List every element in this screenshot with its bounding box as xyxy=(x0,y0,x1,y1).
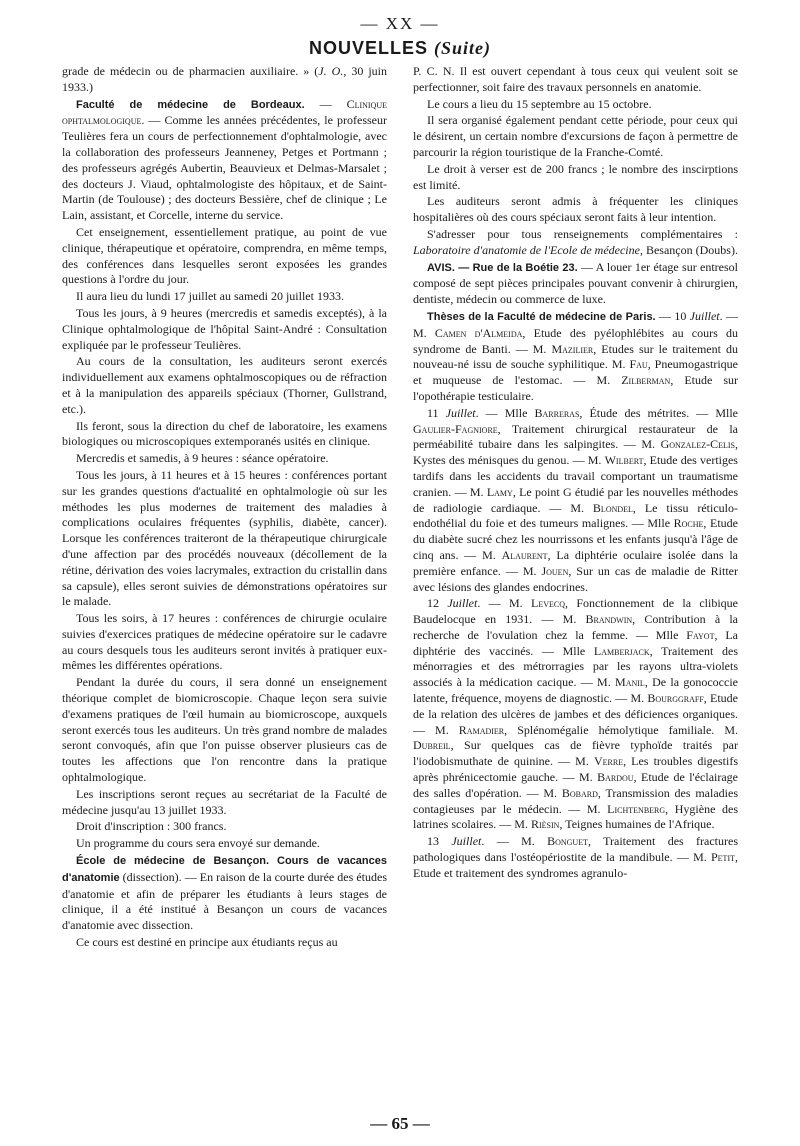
text-run: , Les troubles digestifs après phrénicectomie gauche. — M. xyxy=(413,754,738,785)
paragraph xyxy=(62,289,387,305)
author-name: Fayot xyxy=(686,627,715,642)
author-name: Clinique ophtalmologique xyxy=(62,96,387,128)
paragraph xyxy=(62,819,387,835)
text-run: — xyxy=(304,96,347,111)
author-name: Roche xyxy=(673,516,704,531)
text-run: , Hygiène des latrines scolaires. — M. xyxy=(413,801,738,832)
right-column xyxy=(413,64,738,1084)
section-title-main: NOUVELLES xyxy=(308,38,428,58)
text-run: Mercredis et samedis, à 9 heures : séance opératoire. xyxy=(76,451,329,466)
paragraph xyxy=(62,419,387,451)
page-number: — 65 — xyxy=(370,1114,430,1133)
paragraph xyxy=(413,834,738,881)
author-name: Bardou xyxy=(597,770,634,785)
paragraph xyxy=(413,113,738,160)
paragraph xyxy=(413,309,738,405)
paragraph xyxy=(413,97,738,113)
text-run: , Splénomégalie hémolytique familiale. M. xyxy=(504,722,738,737)
paragraph xyxy=(413,260,738,308)
bold-heading: École de médecine de Besançon. Cours de vacances d'anatomie xyxy=(62,855,387,884)
text-run: , Kystes des ménisques du genou. — M. xyxy=(413,437,738,468)
text-run: , 30 juin 1933.) xyxy=(62,64,387,94)
text-run: . — Mlle xyxy=(475,405,535,420)
author-name: Lamberjack xyxy=(593,643,650,658)
paragraph xyxy=(62,64,387,96)
text-run: Un programme du cours sera envoyé sur demande. xyxy=(76,836,320,851)
text-run: , Sur quelques cas de fièvre typhoïde traités par l'iodobismuthate de quinine. — M. xyxy=(413,738,738,769)
author-name: Bourggraff xyxy=(647,691,704,706)
author-name: Lamy xyxy=(486,484,513,499)
paragraph xyxy=(62,675,387,786)
text-run: 13 xyxy=(427,834,452,849)
author-name: Bonguet xyxy=(547,834,588,849)
paragraph xyxy=(62,853,387,934)
text-run: , Besançon (Doubs). xyxy=(639,242,738,257)
roman-page-header: — XX — xyxy=(360,14,440,33)
text-run: Les inscriptions seront reçues au secrétariat de la Faculté de médecine jusqu'au 13 juillet 1933. xyxy=(62,786,387,817)
text-run: . — Comme les années précédentes, le professeur Teulières fera un cours de perfectionnement d'ophtalmologie, avec la collaboration des professeurs Jeanneney, Petges et Portmann ; des professeurs agrégés Aubertin, Beauvieux et Delmas-Marsalet ; des docteurs J. Viaud, ophtalmologiste des hôpitaux, et de Saint-Martin (de Toulouse) ; des docteurs Bessière, chef de clinique ; Le Lain, assistant, et Corcelle, interne du service. xyxy=(62,113,387,223)
text-run: P. C. N. Il est ouvert cependant à tous ceux qui veulent soit se perfectionner, soit faire des travaux personnels en anatomie. xyxy=(413,64,738,94)
author-name: Zilberman xyxy=(621,373,671,388)
paragraph xyxy=(413,227,738,259)
text-run: , Étude des métrites. — Mlle xyxy=(579,405,738,420)
author-name: Wilbert xyxy=(604,453,644,468)
author-name: Blondel xyxy=(592,500,633,515)
text-run: — 10 xyxy=(655,308,690,323)
text-run: Il sera organisé également pendant cette période, pour ceux qui le désirent, un certain nombre d'excursions de façon à permettre de parcourir la région touristique de la Franche-Comté. xyxy=(413,113,738,159)
paragraph xyxy=(62,787,387,819)
text-run: S'adresser pour tous renseignements complémentaires : xyxy=(427,226,738,241)
text-run: , Traitement des ménorragies et des métrorragies par les rayons ultra-violets associés à la médication cacique. — M. xyxy=(413,643,738,690)
paragraph xyxy=(62,611,387,674)
text-run: (dissection). — En raison de la courte durée des études d'anatomie et afin de préparer les étudiants à leurs stages de clinique, il a été institué à Besançon un cours de vacances d'anatomie avec dissection. xyxy=(62,869,387,933)
paragraph xyxy=(62,451,387,467)
author-name: Jouen xyxy=(541,563,569,578)
text-run: Le cours a lieu du 15 septembre au 15 octobre. xyxy=(427,96,652,111)
text-run: , Le tissu réticulo-endothélial du foie et des tumeurs malignes. — Mlle xyxy=(413,500,738,531)
paragraph xyxy=(62,836,387,852)
author-name: Fau xyxy=(629,357,648,372)
text-run: Droit d'inscription : 300 francs. xyxy=(76,819,227,834)
text-run: , Etude du diabète sucré chez les nourrissons et les enfants jusqu'à l'âge de cinq ans. — M. xyxy=(413,516,738,562)
text-run: , Etude de la relation des ulcères de jambes et des déficiences organiques. — M. xyxy=(413,691,738,737)
author-name: Ramadier xyxy=(458,722,505,737)
text-run: Juillet xyxy=(689,308,720,323)
text-run: grade de médecin ou de pharmacien auxiliaire. » ( xyxy=(62,64,319,78)
author-name: Bobard xyxy=(561,785,598,800)
text-run: , Etude des vertiges tardifs dans les accidents du travail comportant un traumatisme cranien. — M. xyxy=(413,453,738,499)
text-run: , Etude sur l'opothérapie testiculaire. xyxy=(413,373,738,403)
text-run: , Etude des pyélophlébites au cours du syndrome de Banti. — M. xyxy=(413,325,738,356)
paragraph xyxy=(62,354,387,417)
text-run: Juillet xyxy=(447,596,478,611)
left-column xyxy=(62,64,387,1084)
paragraph xyxy=(62,306,387,353)
author-name: Alaurent xyxy=(501,547,548,562)
bold-heading: Faculté de médecine de Bordeaux. xyxy=(76,98,305,111)
text-run: , Traitement chirurgical restaurateur de la perméabilité tubaire dans les salpingites. — M. xyxy=(413,421,738,452)
bold-heading: AVIS. — Rue de la Boétie 23. xyxy=(427,261,578,274)
text-run: , Fonctionnement de la clibique Baudelocque en 1931. — M. xyxy=(413,596,738,627)
text-run: . — M. xyxy=(477,596,532,611)
text-run: Cet enseignement, essentiellement pratique, au point de vue clinique, thérapeutique et opératoire, comprendra, en même temps, des conférences dans lesquelles seront exposées les grandes questions à l'ordre du jour. xyxy=(62,224,387,287)
author-name: Gonzalez-Celis xyxy=(660,437,735,452)
author-name: Petit xyxy=(711,850,735,865)
author-name: Gaulier-Fagniore xyxy=(413,421,498,436)
section-title-suite: (Suite) xyxy=(434,38,492,58)
text-run: Juillet xyxy=(451,834,482,849)
text-run: Il aura lieu du lundi 17 juillet au samedi 20 juillet 1933. xyxy=(76,289,344,304)
text-run: , Etude et traitement des syndromes agranulo- xyxy=(413,850,738,880)
author-name: Levecq xyxy=(531,596,566,611)
text-run: , De la gonococcie latente, fréquence, moyens de diagnostic. — M. xyxy=(413,675,738,706)
text-run: Tous les jours, à 9 heures (mercredis et samedis exceptés), à la Clinique ophtalmologique de l'hôpital Saint-André : Consultation expliquée par le professeur Teulières. xyxy=(62,305,387,352)
paragraph xyxy=(62,97,387,224)
text-run: Le droit à verser est de 200 francs ; le nombre des inscirptions est limité. xyxy=(413,161,738,192)
text-run: 11 xyxy=(427,405,446,420)
paragraph xyxy=(413,406,738,596)
text-run: , Le point G étudié par les nouvelles méthodes de radiologie cardiaque. — M. xyxy=(413,484,738,515)
text-run: , Traitement des fractures pathologiques dans l'ostéopériostite de la mandibule. — M. xyxy=(413,834,738,865)
text-run: Tous les soirs, à 17 heures : conférences de chirurgie oculaire suivies d'exercices pratiques de médecine opératoire sur le cadavre au cours desquels tous les auditeurs seront invités à pratiquer eux-mêmes les différentes opérations. xyxy=(62,611,387,673)
text-run: Au cours de la consultation, les auditeurs seront exercés individuellement aux examens ophtalmoscopiques ou de réfraction et à la manipulation des appareils spéciaux (Thorner, Gullstrand, etc.). xyxy=(62,354,387,416)
text-run: Ce cours est destiné en principe aux étudiants reçus au xyxy=(76,935,338,950)
text-run: , La diphtérie des vaccinés. — Mlle xyxy=(413,627,738,658)
text-run: , Transmission des maladies contagieuses par le médecin. — M. xyxy=(413,785,738,816)
text-run: Pendant la durée du cours, il sera donné un enseignement théorique complet de biomicroscopie. Chaque leçon sera suivie d'examens pratiques de l'œil humain au biomicroscope, auxquels seront exercés tous les auditeurs. Un très grand nombre de malades seront convoqués, afin que l'on puisse observer plusieurs cas de toutes les affections que l'on rencontre dans la pratique ophtalmologique. xyxy=(62,675,387,785)
text-run: , Contribution à la recherche de l'ovulation chez la femme. — Mlle xyxy=(413,612,738,642)
author-name: Manil xyxy=(615,675,645,690)
bold-heading: Thèses de la Faculté de médecine de Paris. xyxy=(427,310,656,323)
text-run: Ils feront, sous la direction du chef de laboratoire, les examens biologiques ou microscopiques extemporanés usités en clinique. xyxy=(62,418,387,449)
author-name: Mazilier xyxy=(551,341,594,356)
paragraph xyxy=(413,194,738,226)
paragraph xyxy=(413,596,738,833)
text-run: . — M. xyxy=(413,308,738,340)
author-name: Lichtenberg xyxy=(607,801,666,816)
paragraph xyxy=(62,935,387,951)
section-title xyxy=(62,38,738,64)
author-name: Verre xyxy=(593,754,624,769)
text-run: J. O. xyxy=(318,64,344,78)
text-run: 12 xyxy=(427,596,448,611)
author-name: Rièsin xyxy=(530,817,560,832)
text-run: . — M. xyxy=(481,834,548,849)
text-run: , Etude de l'éclairage des salles d'opération. — M. xyxy=(413,770,738,800)
author-name: Dubreil xyxy=(413,738,451,753)
text-run: Les auditeurs seront admis à fréquenter les cliniques hospitalières où des cours spéciaux seront faits à leur intention. xyxy=(413,194,738,225)
author-name: Barreras xyxy=(534,405,580,420)
text-run: Juillet xyxy=(445,405,476,420)
text-run: , Teignes humaines de l'Afrique. xyxy=(559,817,715,832)
text-run: , Etudes sur le traitement du nouveau-né issu de souche syphilitique. M. xyxy=(413,341,738,372)
author-name: Brandwin xyxy=(585,612,633,627)
author-name: Camen d'Almeida xyxy=(434,325,523,340)
text-run: Tous les jours, à 11 heures et à 15 heures : conférences portant sur les grandes questions d'actualité en ophtalmologie où sur les méthodes les plus modernes de traitement des maladies à complications oculaires fréquentes (syphilis, diabète, cancer). Lorsque les conférences traiteront de la thérapeutique chirurgicale d'une affection par des procédés nouveaux (décollement de la rétine, dérivation des voies lacrymales, extraction du cristallin dans sa capsule), elles seront suivies de démonstrations opératoires sur le malade. xyxy=(62,467,387,609)
paragraph xyxy=(62,225,387,288)
text-run: , Pneumogastrique et muqueuse de l'estomac. — M. xyxy=(413,357,738,388)
text-run: — A louer 1er étage sur entresol composé de sept pièces principales pouvant convenir à chirurgien, dentiste, médecin ou commerce de luxe. xyxy=(413,259,738,307)
two-column-body xyxy=(62,64,738,1084)
paragraph xyxy=(413,64,738,96)
paragraph xyxy=(413,162,738,194)
paragraph xyxy=(62,468,387,610)
text-run: , Sur un cas de maladie de Ritter avec lésions des glandes endocrines. xyxy=(413,563,738,594)
text-run: , La diphtérie oculaire isolée dans la première enfance. — M. xyxy=(413,547,738,578)
text-run: Laboratoire d'anatomie de l'Ecole de médecine xyxy=(413,242,640,257)
